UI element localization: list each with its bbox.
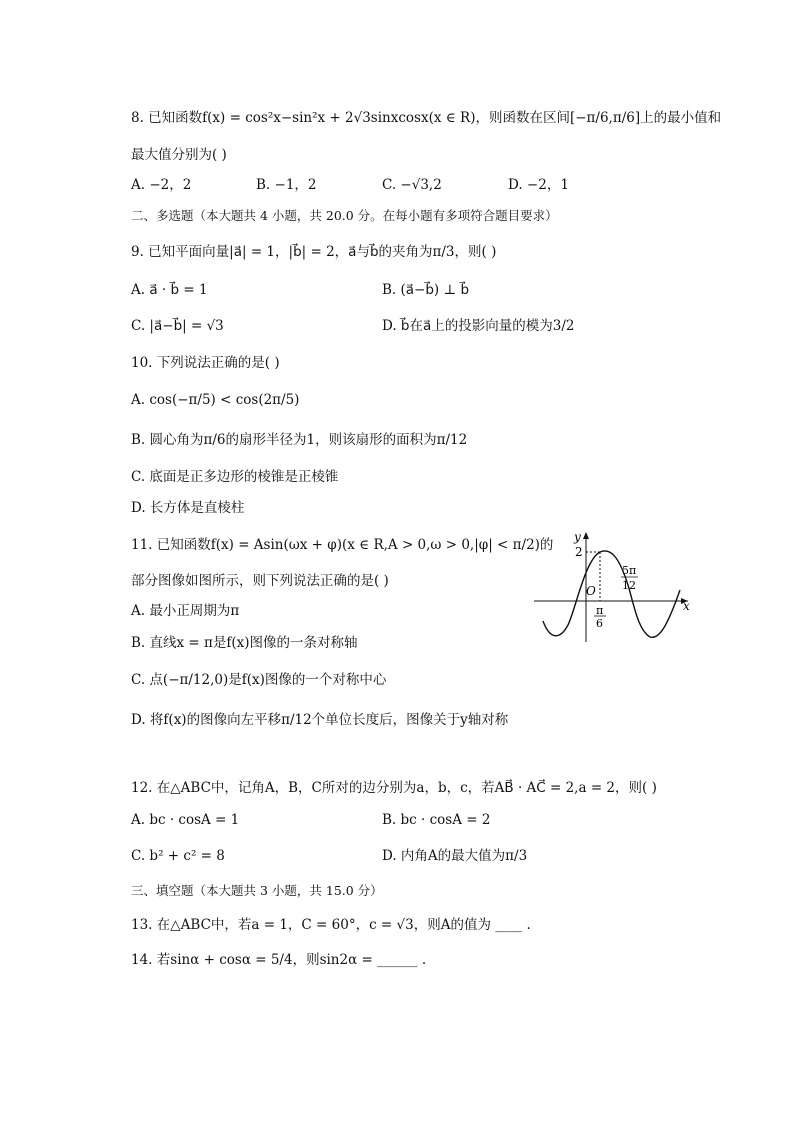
q8-option-d: D. −2，1: [508, 177, 569, 193]
q8-option-c: C. −√3,2: [382, 177, 442, 193]
q13-stem: 13. 在△ABC中，若a = 1，C = 60°，c = √3，则A的值为 ____ .: [131, 917, 531, 933]
q9-stem: 9. 已知平面向量|a⃗| = 1，|b⃗| = 2，a⃗与b⃗的夹角为π/3，则( ): [131, 244, 497, 260]
q8-stem-cont: 最大值分别为( ): [131, 147, 227, 163]
q11-stem: 11. 已知函数f(x) = Asin(ωx + φ)(x ∈ R,A > 0,ω > 0,|φ| < π/2)的: [131, 537, 554, 553]
q9-option-d: D. b⃗在a⃗上的投影向量的模为3/2: [382, 318, 575, 334]
q9-option-a: A. a⃗ · b⃗ = 1: [131, 282, 208, 298]
q12-option-a: A. bc · cosA = 1: [131, 812, 240, 828]
q10-option-a: A. cos(−π/5) < cos(2π/5): [131, 392, 300, 408]
y-axis-label: y: [574, 530, 581, 544]
y-axis-arrow: [583, 532, 589, 539]
q11-sine-graph: [530, 530, 700, 650]
q12-option-d: D. 内角A的最大值为π/3: [382, 848, 528, 864]
q14-stem: 14. 若sinα + cosα = 5/4，则sin2α = ______ .: [131, 952, 427, 968]
q12-option-b: B. bc · cosA = 2: [382, 812, 491, 828]
q9-option-c: C. |a⃗−b⃗| = √3: [131, 318, 224, 334]
origin-label: O: [586, 584, 596, 598]
q10-stem: 10. 下列说法正确的是( ): [131, 355, 280, 371]
sine-curve: [543, 551, 680, 637]
q11-stem-cont: 部分图像如图所示，则下列说法正确的是( ): [131, 573, 389, 589]
q12-option-c: C. b² + c² = 8: [131, 848, 225, 864]
section-heading-multiple-choice: 二、多选题（本大题共 4 小题，共 20.0 分。在每小题有多项符合题目要求）: [131, 208, 558, 223]
amplitude-label: 2: [575, 545, 583, 559]
q12-stem: 12. 在△ABC中，记角A，B，C所对的边分别为a，b，c，若AB⃗ · AC⃗ = 2,a = 2，则( ): [131, 780, 657, 796]
x2-label-den: 12: [622, 579, 636, 592]
q11-option-a: A. 最小正周期为π: [131, 603, 240, 619]
q8-stem: 8. 已知函数f(x) = cos²x−sin²x + 2√3sinxcosx(x ∈ R)，则函数在区间[−π/6,π/6]上的最小值和: [131, 110, 722, 126]
x-axis-label: x: [683, 599, 690, 613]
q11-option-b: B. 直线x = π是f(x)图像的一条对称轴: [131, 635, 358, 651]
q11-option-d: D. 将f(x)的图像向左平移π/12个单位长度后，图像关于y轴对称: [131, 712, 509, 728]
q10-option-b: B. 圆心角为π/6的扇形半径为1，则该扇形的面积为π/12: [131, 432, 468, 448]
x1-label-num: π: [596, 604, 604, 617]
section-heading-fill-in: 三、填空题（本大题共 3 小题，共 15.0 分）: [131, 883, 383, 898]
x2-label-num: 5π: [622, 564, 637, 577]
q8-option-b: B. −1，2: [256, 177, 317, 193]
q9-option-b: B. (a⃗−b⃗) ⊥ b⃗: [382, 282, 470, 298]
q10-option-c: C. 底面是正多边形的棱锥是正棱锥: [131, 469, 339, 485]
q11-option-c: C. 点(−π/12,0)是f(x)图像的一个对称中心: [131, 672, 387, 688]
x1-label-den: 6: [596, 617, 603, 630]
q10-option-d: D. 长方体是直棱柱: [131, 500, 245, 516]
q8-option-a: A. −2，2: [131, 177, 192, 193]
